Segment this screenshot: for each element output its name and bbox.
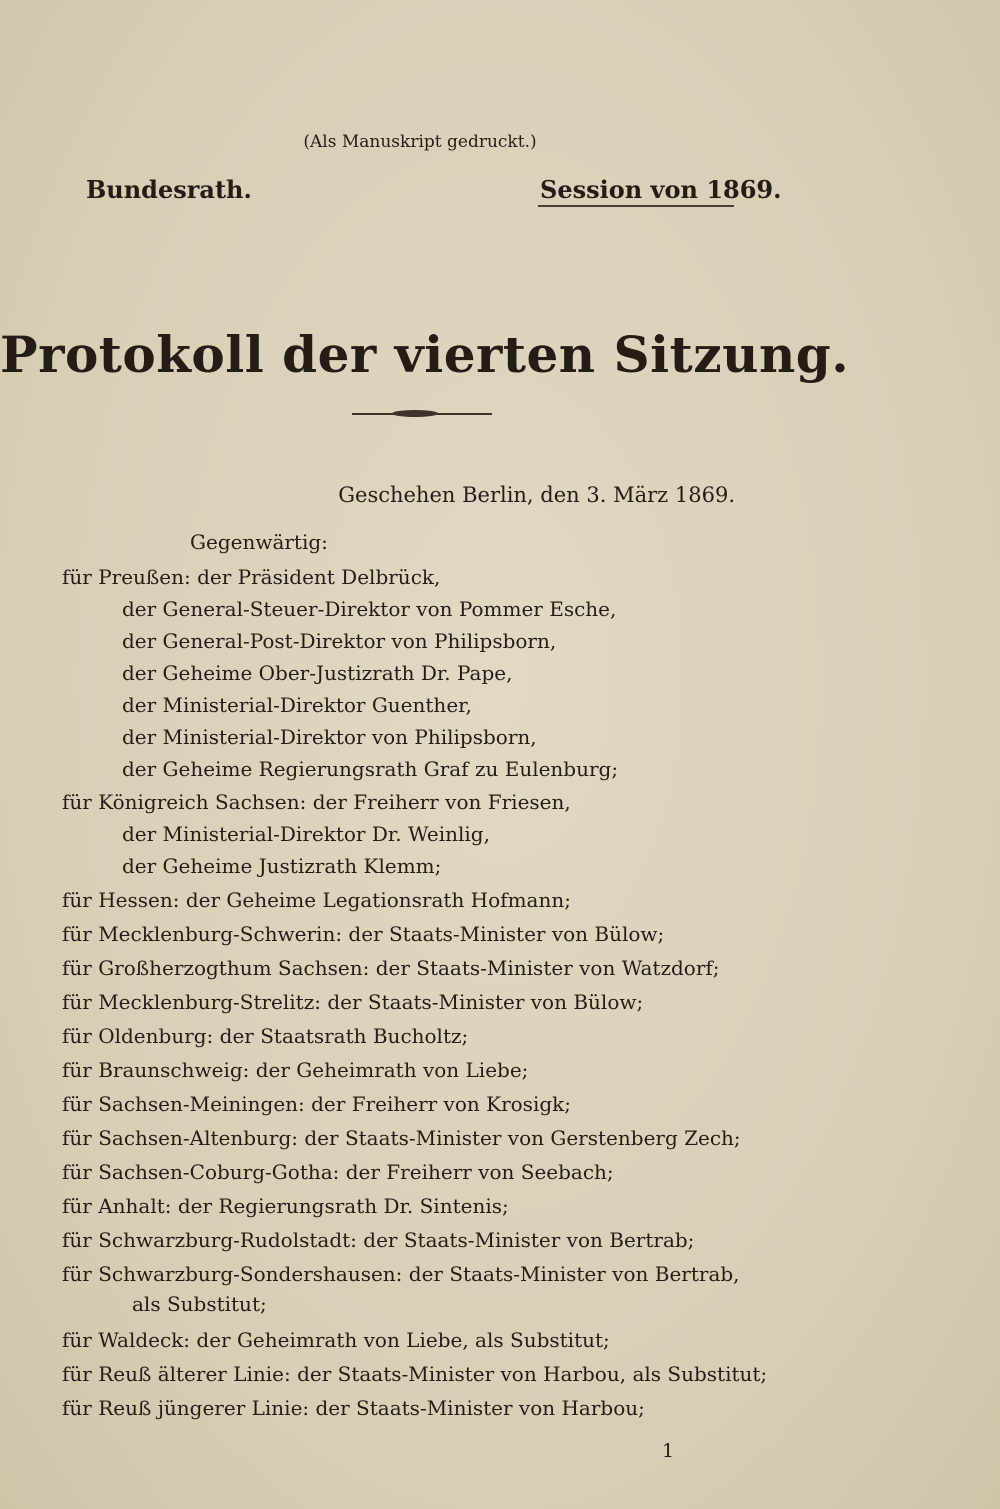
attendee-line: für Königreich Sachsen: der Freiherr von Friesen,: [62, 790, 571, 814]
attendee-line: für Reuß älterer Linie: der Staats-Minister von Harbou, als Substitut;: [62, 1362, 768, 1386]
attendee-line: für Anhalt: der Regierungsrath Dr. Sintenis;: [62, 1194, 509, 1218]
print-note: (Als Manuskript gedruckt.): [303, 132, 537, 152]
attendee-line: für Reuß jüngerer Linie: der Staats-Minister von Harbou;: [62, 1396, 645, 1420]
attendee-line: für Hessen: der Geheime Legationsrath Hofmann;: [62, 888, 571, 912]
title-rule-ornament: [392, 410, 438, 417]
attendee-line: für Sachsen-Meiningen: der Freiherr von Krosigk;: [62, 1092, 571, 1116]
attendee-line: der Geheime Regierungsrath Graf zu Eulenburg;: [122, 757, 619, 781]
attendee-line: der Ministerial-Direktor von Philipsborn,: [122, 725, 537, 749]
attendee-line: für Waldeck: der Geheimrath von Liebe, als Substitut;: [62, 1328, 610, 1352]
attendee-line: der Geheime Ober-Justizrath Dr. Pape,: [122, 661, 513, 685]
attendee-line: der General-Post-Direktor von Philipsborn,: [122, 629, 557, 653]
attendee-line: für Sachsen-Coburg-Gotha: der Freiherr von Seebach;: [62, 1160, 614, 1184]
attendee-line: der General-Steuer-Direktor von Pommer Esche,: [122, 597, 617, 621]
attendee-line: als Substitut;: [132, 1292, 267, 1316]
attendee-line: für Sachsen-Altenburg: der Staats-Minister von Gerstenberg Zech;: [62, 1126, 741, 1150]
header-right: Session von 1869.: [540, 175, 782, 204]
attendee-line: für Mecklenburg-Strelitz: der Staats-Minister von Bülow;: [62, 990, 644, 1014]
attendee-line: der Ministerial-Direktor Guenther,: [122, 693, 472, 717]
attendee-line: der Geheime Justizrath Klemm;: [122, 854, 442, 878]
attendee-line: für Großherzogthum Sachsen: der Staats-Minister von Watzdorf;: [62, 956, 720, 980]
attendee-line: für Schwarzburg-Sondershausen: der Staats-Minister von Bertrab,: [62, 1262, 740, 1286]
attendee-line: für Mecklenburg-Schwerin: der Staats-Minister von Bülow;: [62, 922, 665, 946]
present-label: Gegenwärtig:: [190, 530, 328, 554]
header-left: Bundesrath.: [86, 175, 252, 204]
attendee-line: der Ministerial-Direktor Dr. Weinlig,: [122, 822, 490, 846]
page-number: 1: [662, 1440, 675, 1462]
attendee-line: für Schwarzburg-Rudolstadt: der Staats-Minister von Bertrab;: [62, 1228, 695, 1252]
place-date: Geschehen Berlin, den 3. März 1869.: [338, 483, 735, 507]
header-rule: [538, 205, 734, 207]
attendee-line: für Braunschweig: der Geheimrath von Liebe;: [62, 1058, 529, 1082]
page-title: Protokoll der vierten Sitzung.: [0, 325, 850, 384]
attendee-line: für Oldenburg: der Staatsrath Bucholtz;: [62, 1024, 469, 1048]
attendee-line: für Preußen: der Präsident Delbrück,: [62, 565, 441, 589]
